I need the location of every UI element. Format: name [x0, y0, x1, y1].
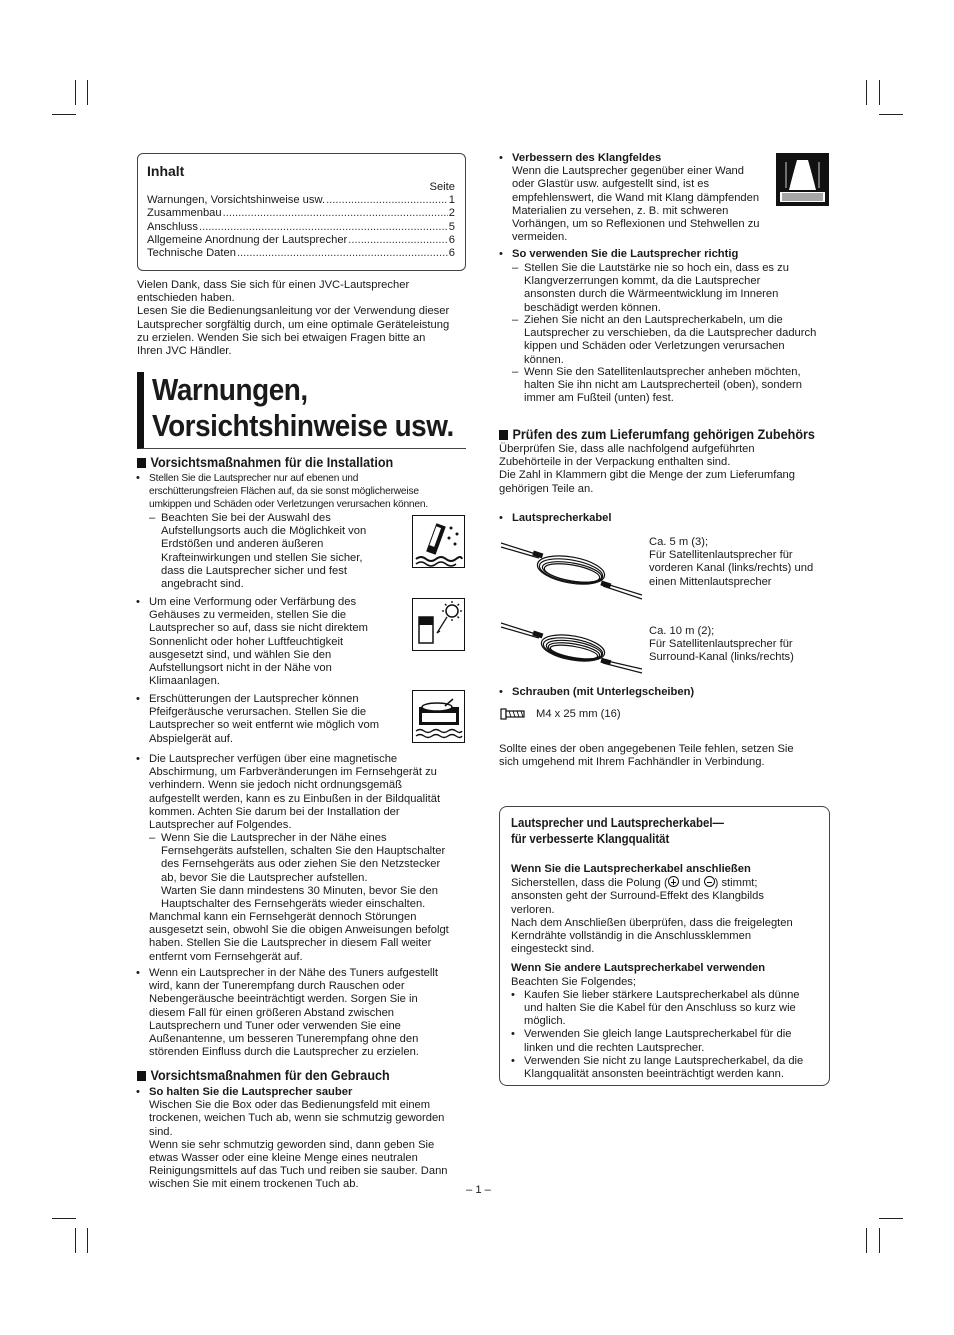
installation-bullet-4-text — [149, 753, 469, 832]
toc-entry-page: 2 — [448, 207, 455, 220]
screw-icon — [499, 706, 527, 722]
usage-clean-title: • So halten Sie die Lautsprecher sauber — [149, 1086, 353, 1098]
text-line: Ca. 5 m (3); — [649, 536, 709, 548]
text-line: des Fernsehgeräts aus oder ziehen Sie den Netzstecker — [161, 858, 441, 871]
text-line: verhindern. Wenn sie jedoch nicht ordnungsgemäß — [149, 779, 402, 792]
text-line: kippen und Schäden oder Verletzungen verursachen — [524, 340, 785, 353]
text-line: Vorhängen, um so Reflexionen und Stehwellen zu — [512, 218, 760, 231]
text-line: Fernsehgeräts aufstellen, schalten Sie den Hauptschalter — [161, 845, 446, 858]
text-line: • Um eine Verformung oder Verfärbung des — [149, 596, 357, 608]
text-line: Klimaanlagen. — [149, 675, 220, 688]
text-line: dass die Lautsprecher sicher und fest — [161, 564, 347, 577]
text-line: Für Satellitenlautsprecher für — [649, 638, 793, 651]
installation-bullet-1-text — [149, 472, 469, 512]
earthquake-icon — [412, 515, 465, 568]
text-line: Aufstellungsort nicht in der Nähe von — [149, 662, 332, 675]
text-line: gehörigen Teile an. — [499, 482, 594, 495]
text-line: aufgestellt werden, kann es zu Einbußen in der Bildqualität — [149, 792, 441, 805]
text-line: ansonsten geht der Surround-Effekt des Klangbilds — [511, 890, 764, 903]
text-line: • Verwenden Sie gleich lange Lautsprecherkabel für die — [524, 1028, 792, 1041]
text-line: sich umgehend mit Ihrem Fachhändler in Verbindung. — [499, 756, 765, 769]
text-line: Zubehörteile in der Verpackung enthalten sind. — [499, 456, 731, 469]
accessories-cable — [512, 512, 812, 525]
text-line: ausgesetzt sind, und wählen Sie den — [149, 648, 332, 661]
text-line: ab, bevor Sie die Lautsprecher aufstellen. — [161, 871, 368, 884]
tips-polarity-text-c: ) stimmt; — [714, 877, 758, 890]
text-line: Lautsprecher auf Folgendes. — [149, 819, 292, 832]
tips-section-1-text — [511, 890, 819, 956]
toc-leader-dots — [199, 221, 448, 234]
installation-bullet-1 — [149, 472, 469, 512]
text-line: möglich. — [524, 1015, 566, 1028]
text-line: Außenantenne, um besseren Tunerempfang ohne den — [149, 1033, 419, 1046]
text-line: Wischen Sie die Box oder das Bedienungsfeld mit einem — [149, 1099, 431, 1112]
text-line: • Erschütterungen der Lautsprecher können — [149, 693, 359, 705]
text-line: Manchmal kann ein Fernsehgerät dennoch Störungen — [149, 911, 417, 923]
text-line: beschädigt werden können. — [524, 301, 661, 314]
installation-bullet-4 — [149, 753, 469, 832]
toc-entry-page: 6 — [448, 247, 455, 260]
text-line: verloren. — [511, 903, 555, 916]
toc-page-label: Seite — [429, 181, 455, 193]
speaker-cable-10m-icon — [499, 617, 644, 677]
usage-correct-dash-3-text — [524, 366, 834, 406]
accessories-screws — [512, 686, 812, 699]
usage-correct-dash-1-text — [524, 262, 834, 315]
text-line: Überprüfen Sie, dass alle nachfolgend aufgeführten — [499, 443, 755, 455]
toc-leader-dots — [223, 207, 448, 220]
text-line: ausgesetzt sein, obwohl Sie die obigen Anweisungen befolgt — [149, 924, 449, 937]
text-line: entfernt vom Fernsehgerät auf. — [149, 950, 303, 963]
text-line: zu erzielen. Wenden Sie sich bei etwaigen Fragen bitte an — [137, 331, 426, 344]
accessories-heading: Prüfen des zum Lieferumfang gehörigen Zubehörs — [499, 426, 815, 443]
text-line: wischen Sie mit einem trockenen Tuch ab. — [149, 1178, 359, 1191]
toc-entry-label: Anschluss — [147, 220, 198, 233]
toc-entry-page: 5 — [448, 220, 455, 233]
main-title-line-2: Vorsichtshinweise usw. — [152, 408, 454, 443]
toc-leader-dots — [348, 234, 448, 247]
text-line: diesem Fall für einen größeren Abstand zwischen — [149, 1006, 395, 1019]
text-line: Für Satellitenlautsprecher für — [649, 549, 793, 562]
text-line: vermeiden. — [512, 231, 568, 244]
text-line: Abschirmung, um Farbveränderungen im Fernsehgerät zu — [149, 766, 437, 779]
tips-bullet-1-text — [524, 989, 824, 1029]
usage-correct-dash-3 — [524, 366, 834, 406]
toc-entry-label: Allgemeine Anordnung der Lautsprecher — [147, 233, 348, 246]
tips-bullet-2 — [524, 1028, 824, 1054]
tips-bullet-3-text — [524, 1055, 824, 1081]
installation-bullet-2-text — [149, 596, 409, 688]
speaker-cable-5m-icon — [499, 533, 644, 603]
usage-sound-field-title: • Verbessern des Klangfeldes — [512, 152, 662, 164]
toc-entry-label: Technische Daten — [147, 247, 236, 260]
installation-bullet-4-dash-text — [161, 832, 471, 911]
text-line: ansonsten durch die Wärmeentwicklung im Inneren — [524, 288, 779, 301]
text-line: Wenn die Lautsprecher gegenüber einer Wand — [512, 165, 744, 178]
text-line: Krafteinwirkungen und stellen Sie sicher, — [161, 551, 363, 564]
accessories-screws-text: M4 x 25 mm (16) — [536, 708, 621, 720]
usage-sound-field-text — [512, 165, 772, 244]
text-line: Sonnenlicht oder hoher Luftfeuchtigkeit — [149, 635, 344, 648]
text-line: eingesteckt sind. — [511, 943, 595, 956]
sun-humidity-icon — [412, 598, 465, 651]
text-line: • Die Lautsprecher verfügen über eine magnetische — [149, 753, 398, 765]
text-line: Lautsprecher sorgfältig durch, um eine optimale Geräteleistung — [137, 318, 450, 331]
installation-bullet-1-dash — [161, 512, 411, 591]
text-line: • Wenn ein Lautsprecher in der Nähe des Tuners aufgestellt — [149, 967, 438, 979]
text-line: Gehäuses zu vermeiden, stellen Sie die — [149, 609, 347, 622]
main-title — [137, 372, 466, 449]
tips-bullet-3 — [524, 1055, 824, 1081]
toc-list — [147, 194, 455, 260]
toc-entry[interactable] — [147, 221, 455, 234]
text-line: – Wenn Sie den Satellitenlautsprecher anheben möchten, — [524, 366, 801, 378]
installation-bullet-4-after-text — [149, 911, 471, 964]
usage-heading: Vorsichtsmaßnahmen für den Gebrauch — [137, 1067, 390, 1084]
usage-clean — [149, 1086, 471, 1192]
text-line: angebracht sind. — [161, 578, 244, 591]
usage-correct-dash-1 — [524, 262, 834, 315]
text-line: entschieden haben. — [137, 292, 235, 305]
toc-entry[interactable] — [147, 194, 455, 207]
text-line: Wenn sie sehr schmutzig geworden sind, dann geben Sie — [149, 1138, 435, 1151]
accessories-cable-10m-text — [649, 625, 834, 665]
text-line: Die Zahl in Klammern gibt die Menge der zum Lieferumfang — [499, 469, 795, 482]
accessories-cable-5m — [649, 536, 834, 589]
text-line: – Beachten Sie bei der Auswahl des — [161, 512, 331, 524]
turntable-icon — [412, 690, 465, 743]
plus-icon — [668, 876, 679, 887]
tips-bullet-2-text — [524, 1028, 824, 1054]
text-line: linken und die rechten Lautsprecher. — [524, 1041, 705, 1054]
text-line: Sollte eines der oben angegebenen Teile fehlen, setzen Sie — [499, 743, 794, 755]
toc-entry-label: Zusammenbau — [147, 207, 222, 220]
text-line: – Wenn Sie die Lautsprecher in der Nähe eines — [161, 832, 387, 844]
text-line: empfehlenswert, die Wand mit Klang dämpfenden — [512, 191, 760, 204]
intro-text — [137, 279, 472, 358]
text-line: können. — [524, 353, 564, 366]
installation-bullet-5-text — [149, 967, 471, 1059]
text-line: • Stellen Sie die Lautsprecher nur auf ebenen und — [149, 473, 359, 484]
text-line: – Ziehen Sie nicht an den Lautsprecherkabeln, um die — [524, 314, 783, 326]
text-line: umkippen und Schäden oder Verletzungen verursachen können. — [149, 499, 428, 511]
usage-sound-field — [512, 152, 772, 244]
accessories-cable-10m — [649, 625, 834, 665]
toc-entry[interactable] — [147, 247, 455, 260]
text-line: Vielen Dank, dass Sie sich für einen JVC-Lautsprecher — [137, 279, 410, 291]
toc-entry[interactable] — [147, 234, 455, 247]
toc-title: Inhalt — [147, 163, 185, 179]
tips-polarity-line — [511, 876, 819, 890]
installation-bullet-2 — [149, 596, 409, 688]
accessories-cable-5m-text — [649, 536, 834, 589]
usage-clean-text — [149, 1099, 471, 1191]
text-line: Klangqualität ansonsten beeinträchtigt werden kann. — [524, 1068, 784, 1081]
usage-correct-title: • So verwenden Sie die Lautsprecher richtig — [512, 248, 739, 260]
installation-bullet-3-text — [149, 693, 409, 746]
installation-bullet-1-dash-text — [161, 512, 411, 591]
text-line: Warten Sie dann mindestens 30 Minuten, bevor Sie den — [161, 884, 438, 897]
text-line: wird, kann der Tunerempfang durch Rauschen oder — [149, 980, 405, 993]
text-line: Ihren JVC Händler. — [137, 345, 232, 358]
tips-bullet-1 — [524, 989, 824, 1029]
installation-heading: Vorsichtsmaßnahmen für die Installation — [137, 454, 393, 471]
text-line: störenden Einfluss durch die Lautsprecher zu erzielen. — [149, 1046, 419, 1059]
text-line: Lautsprecher so weit entfernt wie möglich vom — [149, 719, 380, 732]
text-line: • Kaufen Sie lieber stärkere Lautsprecherkabel als dünne — [524, 988, 800, 1001]
sound-quality-tips-box — [499, 806, 830, 1086]
text-line: erschütterungsfreien Flächen auf, da sie sonst möglicherweise — [149, 486, 419, 498]
text-line: halten Sie ihn nicht am Lautsprecherteil (oben), sondern — [524, 379, 802, 392]
tips-title-line-1: Lautsprecher und Lautsprecherkabel— — [511, 815, 724, 830]
tips-title-line-2: für verbesserte Klangqualität — [511, 831, 670, 846]
text-line: einen Mittenlautsprecher — [649, 575, 772, 588]
toc-entry-label: Warnungen, Vorsichtshinweise usw. — [147, 194, 326, 207]
toc-entry-page: 6 — [448, 233, 455, 246]
page-number: – 1 – — [466, 1184, 491, 1196]
text-line: Ca. 10 m (2); — [649, 625, 715, 637]
text-line: Aufstellungsorts auch die Möglichkeit von — [161, 525, 367, 538]
tips-polarity-text-a: Sicherstellen, dass die Polung ( — [511, 877, 668, 890]
text-line: Nebengeräusche beeinträchtigt werden. Sorgen Sie in — [149, 993, 418, 1006]
toc-entry[interactable] — [147, 207, 455, 220]
text-line: sind. — [149, 1125, 173, 1138]
curtain-window-icon — [776, 153, 829, 206]
text-line: Erdstößen und anderen äußeren — [161, 538, 324, 551]
text-line: haben. Stellen Sie die Lautsprecher in diesem Fall weiter — [149, 937, 432, 950]
accessories-missing-text — [499, 743, 829, 769]
text-line: kommen. Achten Sie darum bei der Installation der — [149, 805, 400, 818]
tips-section-2-intro: Beachten Sie Folgendes; — [511, 975, 637, 988]
text-line: Reinigungsmittels auf das Tuch und reiben sie sauber. Dann — [149, 1165, 448, 1178]
accessories-cable-title: • Lautsprecherkabel — [512, 512, 612, 524]
text-line: immer am Fußteil (unten) fest. — [524, 392, 674, 405]
text-line: Lautsprechern und Tuner oder verwenden Sie eine — [149, 1019, 401, 1032]
text-line: Kerndrähte vollständig in die Anschlussklemmen — [511, 930, 752, 943]
main-title-line-1: Warnungen, — [152, 372, 308, 407]
table-of-contents — [137, 153, 466, 271]
text-line: Abspielgerät auf. — [149, 732, 233, 745]
tips-section-2-title: Wenn Sie andere Lautsprecherkabel verwenden — [511, 962, 766, 975]
installation-bullet-3 — [149, 693, 409, 746]
tips-polarity-text-b: und — [678, 877, 704, 890]
usage-correct-dash-2-text — [524, 314, 834, 367]
text-line: Surround-Kanal (links/rechts) — [649, 651, 794, 664]
text-line: trockenen, weichen Tuch ab, wenn sie schmutzig geworden — [149, 1112, 445, 1125]
text-line: Klangverzerrungen kommt, da die Lautsprecher — [524, 275, 761, 288]
accessories-missing — [499, 743, 829, 769]
text-line: Hauptschalter des Fernsehgeräts wieder einschalten. — [161, 898, 426, 911]
toc-leader-dots — [326, 194, 448, 207]
text-line: Pfeifgeräusche verursachen. Stellen Sie die — [149, 706, 367, 719]
installation-bullet-4-dash — [161, 832, 471, 911]
text-line: Materialien zu versehen, z. B. mit schweren — [512, 204, 729, 217]
text-line: Lesen Sie die Bedienungsanleitung vor der Verwendung dieser — [137, 305, 450, 318]
text-line: – Stellen Sie die Lautstärke nie so hoch ein, dass es zu — [524, 262, 789, 274]
toc-entry-page: 1 — [448, 194, 455, 207]
text-line: Lautsprecher so auf, dass sie nicht direktem — [149, 622, 368, 635]
text-line: und halten Sie die Kabel für den Anschluss so kurz wie — [524, 1002, 796, 1015]
accessories-intro-text — [499, 443, 829, 496]
text-line: • Verwenden Sie nicht zu lange Lautsprecherkabel, da die — [524, 1054, 804, 1067]
text-line: vorderen Kanal (links/rechts) und — [649, 562, 814, 575]
text-line: etwas Wasser oder eine kleine Menge eines neutralen — [149, 1152, 418, 1165]
text-line: Nach dem Anschließen überprüfen, dass die freigelegten — [511, 916, 793, 929]
tips-section-1-title: Wenn Sie die Lautsprecherkabel anschließen — [511, 863, 751, 875]
accessories-intro — [499, 443, 829, 496]
accessories-screws-title: • Schrauben (mit Unterlegscheiben) — [512, 686, 695, 698]
text-line: oder Glastür usw. aufgestellt sind, ist es — [512, 178, 710, 191]
minus-icon — [704, 876, 715, 887]
usage-correct — [512, 248, 832, 261]
toc-leader-dots — [237, 247, 448, 260]
installation-bullet-4-after — [149, 911, 471, 964]
usage-correct-dash-2 — [524, 314, 834, 367]
text-line: Lautsprecher zu verschieben, da die Lautsprecher dadurch — [524, 327, 817, 340]
installation-bullet-5 — [149, 967, 471, 1059]
